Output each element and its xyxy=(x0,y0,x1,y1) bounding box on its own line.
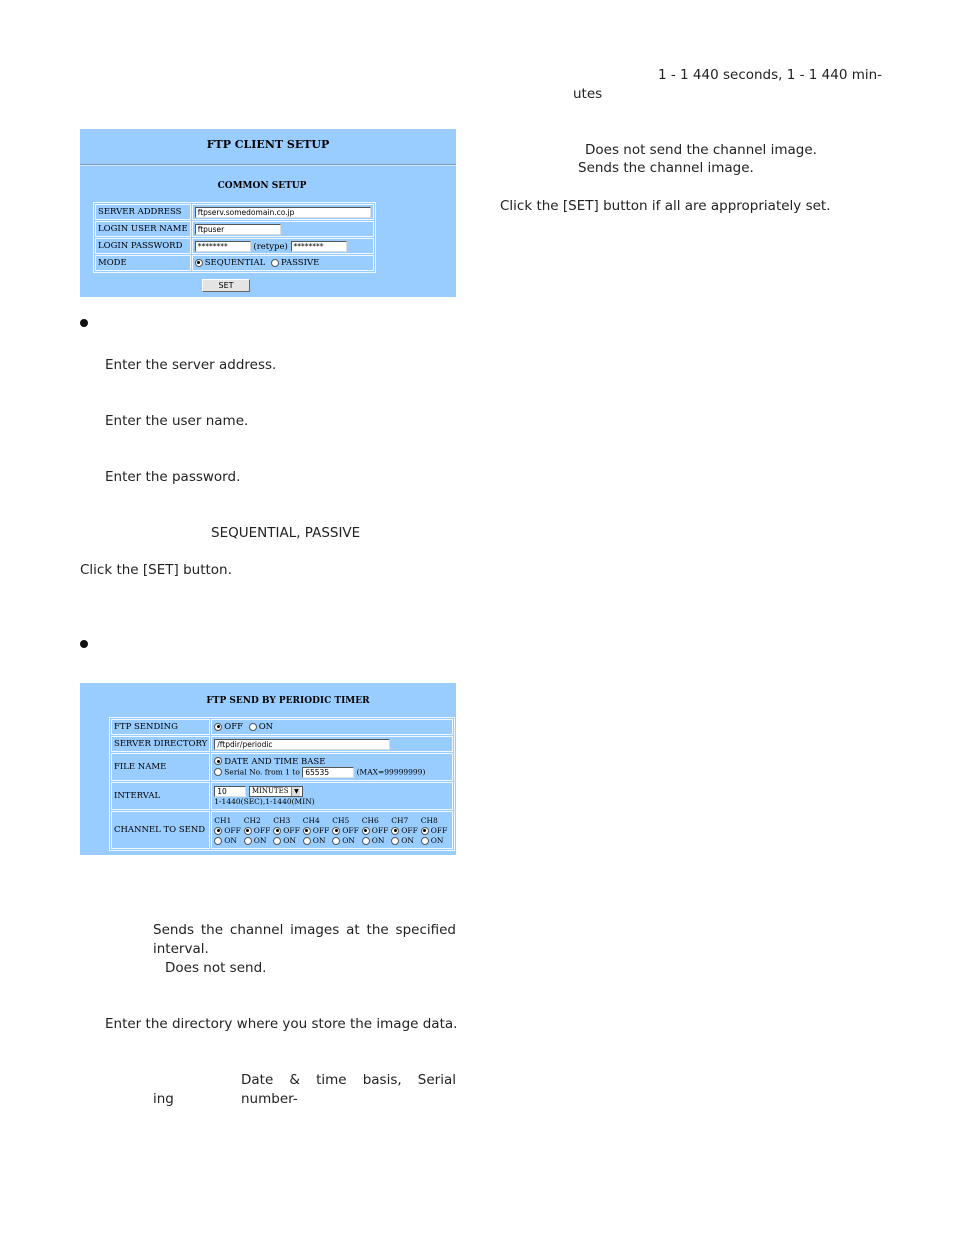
panel-title: FTP CLIENT SETUP xyxy=(206,138,330,151)
table-row xyxy=(111,811,453,849)
panel-title: FTP SEND BY PERIODIC TIMER xyxy=(206,696,370,706)
radio-label: PASSIVE xyxy=(281,258,320,268)
radio-label: OFF xyxy=(430,825,448,835)
field-cell xyxy=(211,782,453,810)
table-row xyxy=(111,782,453,810)
bullet-icon xyxy=(80,319,88,327)
channel-off-radio[interactable] xyxy=(362,827,370,835)
channel-label: CH5 xyxy=(332,815,350,825)
radio-label: OFF xyxy=(253,825,271,835)
password-description: Enter the password. xyxy=(105,469,241,485)
channel-on-radio[interactable] xyxy=(244,837,252,845)
radio-label: DATE AND TIME BASE xyxy=(224,756,326,767)
channel-grid xyxy=(214,816,450,845)
mode-sequential-radio[interactable] xyxy=(195,259,203,267)
field-cell xyxy=(211,719,453,735)
channel-label: CH8 xyxy=(420,815,438,825)
field-label: SERVER DIRECTORY xyxy=(111,736,210,752)
radio-label: ON xyxy=(258,722,274,732)
mode-passive-radio[interactable] xyxy=(271,259,279,267)
login-password-input[interactable]: ******** xyxy=(195,241,251,252)
click-set-text: Click the [SET] button. xyxy=(80,562,232,578)
channel-on-radio[interactable] xyxy=(362,837,370,845)
interval-input[interactable]: 10 xyxy=(214,786,246,797)
divider xyxy=(80,164,456,166)
set-button[interactable]: SET xyxy=(202,279,250,292)
channel-off-radio[interactable] xyxy=(332,827,340,835)
server-address-input[interactable]: ftpserv.somedomain.co.jp xyxy=(195,207,371,218)
ftp-sending-off-description: Does not send. xyxy=(165,960,267,976)
ftp-client-setup-panel xyxy=(80,129,456,297)
field-label: SERVER ADDRESS xyxy=(95,204,191,220)
radio-label: OFF xyxy=(342,825,359,835)
channel-on-radio[interactable] xyxy=(273,837,281,845)
radio-label: ON xyxy=(342,835,355,845)
radio-label: SEQUENTIAL xyxy=(204,258,266,268)
channel-off-description: Does not send the channel image. xyxy=(585,142,817,158)
serial-max-input[interactable]: 65535 xyxy=(302,767,354,778)
field-cell xyxy=(211,811,453,849)
field-label: INTERVAL xyxy=(111,782,210,810)
radio-label: Serial No. from 1 to xyxy=(224,767,300,776)
radio-label: ON xyxy=(224,835,237,845)
ftp-sending-on-radio[interactable] xyxy=(249,723,257,731)
channel-on-radio[interactable] xyxy=(391,837,399,845)
radio-label: OFF xyxy=(224,722,244,732)
retype-password-input[interactable]: ******** xyxy=(291,241,347,252)
radio-label: OFF xyxy=(312,825,330,835)
common-setup-table xyxy=(93,202,376,273)
channel-label: CH3 xyxy=(273,815,291,825)
file-name-serial-radio[interactable] xyxy=(214,768,222,776)
interval-unit-select[interactable] xyxy=(249,786,304,797)
select-value: MINUTES xyxy=(251,787,289,795)
radio-label: OFF xyxy=(401,825,418,835)
channel-off-radio[interactable] xyxy=(303,827,311,835)
mode-options-text: SEQUENTIAL, PASSIVE xyxy=(211,525,361,541)
field-label: LOGIN USER NAME xyxy=(95,221,191,237)
radio-label: ON xyxy=(312,835,326,845)
server-directory-input[interactable]: /ftpdir/periodic xyxy=(214,739,390,750)
user-name-description: Enter the user name. xyxy=(105,413,249,429)
channel-off-radio[interactable] xyxy=(244,827,252,835)
table-row xyxy=(95,221,374,237)
table-row xyxy=(95,255,374,271)
field-label: FILE NAME xyxy=(111,753,210,781)
channel-label: CH4 xyxy=(302,815,320,825)
radio-label: ON xyxy=(430,835,444,845)
field-cell xyxy=(192,204,374,220)
table-row xyxy=(111,719,453,735)
field-cell xyxy=(192,238,374,254)
serial-max-note: (MAX=99999999) xyxy=(356,767,426,776)
radio-label: OFF xyxy=(371,825,389,835)
file-name-options-text-cont: ing xyxy=(153,1091,174,1107)
ftp-sending-on-description: Sends the channel images at the specified xyxy=(153,922,456,938)
chevron-down-icon: ▼ xyxy=(291,787,300,796)
table-row xyxy=(95,238,374,254)
channel-off-radio[interactable] xyxy=(214,827,222,835)
set-instruction: Click the [SET] button if all are appropriately set. xyxy=(500,198,831,214)
directory-description: Enter the directory where you store the image data. xyxy=(105,1016,458,1032)
radio-label: OFF xyxy=(224,825,241,835)
channel-off-radio[interactable] xyxy=(391,827,399,835)
channel-on-radio[interactable] xyxy=(214,837,222,845)
field-label: LOGIN PASSWORD xyxy=(95,238,191,254)
field-label: MODE xyxy=(95,255,191,271)
retype-label: (retype) xyxy=(253,241,288,252)
file-name-options-text: Date & time basis, Serial number- xyxy=(241,1072,456,1107)
field-label: FTP SENDING xyxy=(111,719,210,735)
field-label: CHANNEL TO SEND xyxy=(111,811,210,849)
ftp-periodic-timer-panel xyxy=(80,683,456,855)
radio-label: OFF xyxy=(283,825,300,835)
field-cell xyxy=(192,221,374,237)
table-row xyxy=(111,736,453,752)
ftp-sending-off-radio[interactable] xyxy=(214,723,222,731)
radio-label: ON xyxy=(283,835,296,845)
channel-on-radio[interactable] xyxy=(303,837,311,845)
bullet-icon xyxy=(80,640,88,648)
login-user-name-input[interactable]: ftpuser xyxy=(195,224,281,235)
table-row xyxy=(111,753,453,781)
radio-label: ON xyxy=(253,835,267,845)
panel-subtitle: COMMON SETUP xyxy=(217,181,307,191)
file-name-date-time-radio[interactable] xyxy=(214,757,222,765)
channel-label: CH2 xyxy=(243,815,261,825)
channel-on-radio[interactable] xyxy=(421,837,429,845)
field-cell xyxy=(211,753,453,781)
channel-label: CH1 xyxy=(214,815,232,825)
radio-label: ON xyxy=(371,835,385,845)
table-row xyxy=(95,204,374,220)
interval-range-text-cont: utes xyxy=(573,86,603,102)
radio-label: ON xyxy=(401,835,414,845)
periodic-timer-table xyxy=(109,717,455,851)
channel-on-description: Sends the channel image. xyxy=(578,160,754,176)
server-address-description: Enter the server address. xyxy=(105,357,277,373)
field-cell xyxy=(192,255,374,271)
channel-label: CH6 xyxy=(361,815,379,825)
interval-range-text: 1 - 1 440 seconds, 1 - 1 440 min- xyxy=(658,67,883,83)
field-cell xyxy=(211,736,453,752)
channel-on-radio[interactable] xyxy=(332,837,340,845)
interval-range-note: 1-1440(SEC),1-1440(MIN) xyxy=(214,797,315,806)
ftp-sending-on-description-cont: interval. xyxy=(153,941,209,957)
channel-label: CH7 xyxy=(391,815,409,825)
channel-off-radio[interactable] xyxy=(273,827,281,835)
channel-off-radio[interactable] xyxy=(421,827,429,835)
